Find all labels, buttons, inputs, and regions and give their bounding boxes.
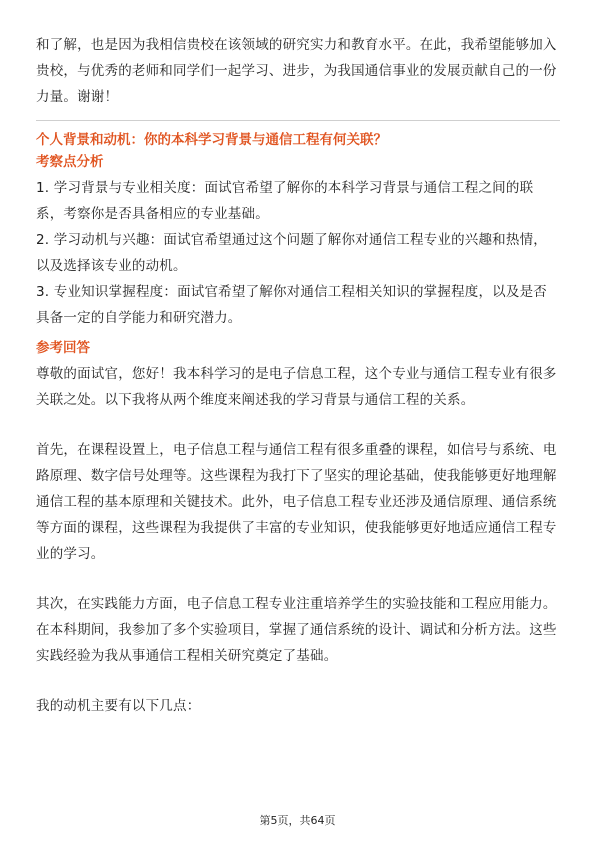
answer-paragraph-1: 尊敬的面试官，您好！我本科学习的是电子信息工程，这个专业与通信工程专业有很多关联之处。以下我将从两个维度来阐述我的学习背景与通信工程的关系。 xyxy=(36,366,557,408)
page-number: 第5页，共64页 xyxy=(259,814,336,827)
answer-label: 参考回答 xyxy=(36,340,90,356)
answer-paragraph-3: 其次，在实践能力方面，电子信息工程专业注重培养学生的实验技能和工程应用能力。在本科期间，我参加了多个实验项目，掌握了通信系统的设计、调试和分析方法。这些实践经验为我从事通信工程相关研究奠定了基础。 xyxy=(36,596,557,664)
section-divider xyxy=(36,120,560,121)
intro-paragraph: 和了解，也是因为我相信贵校在该领域的研究实力和教育水平。在此，我希望能够加入贵校，与优秀的老师和同学们一起学习、进步，为我国通信事业的发展贡献自己的一份力量。谢谢！ xyxy=(36,37,557,105)
analysis-item-3: 3. 专业知识掌握程度：面试官希望了解你对通信工程相关知识的掌握程度，以及是否具备一定的自学能力和研究潜力。 xyxy=(36,284,547,326)
answer-paragraph-2: 首先，在课程设置上，电子信息工程与通信工程有很多重叠的课程，如信号与系统、电路原理、数字信号处理等。这些课程为我打下了坚实的理论基础，使我能够更好地理解通信工程的基本原理和关键技术。此外，电子信息工程专业还涉及通信原理、通信系统等方面的课程，这些课程为我提供了丰富的专业知识，使我能够更好地适应通信工程专业的学习。 xyxy=(36,442,557,562)
answer-paragraph-4: 我的动机主要有以下几点： xyxy=(36,698,201,714)
document-body xyxy=(36,32,560,719)
question-title: 个人背景和动机：你的本科学习背景与通信工程有何关联？ xyxy=(36,132,387,148)
analysis-item-1: 1. 学习背景与专业相关度：面试官希望了解你的本科学习背景与通信工程之间的联系，考察你是否具备相应的专业基础。 xyxy=(36,180,534,222)
analysis-label: 考察点分析 xyxy=(36,154,104,170)
analysis-item-2: 2. 学习动机与兴趣：面试官希望通过这个问题了解你对通信工程专业的兴趣和热情，以及选择该专业的动机。 xyxy=(36,232,547,274)
